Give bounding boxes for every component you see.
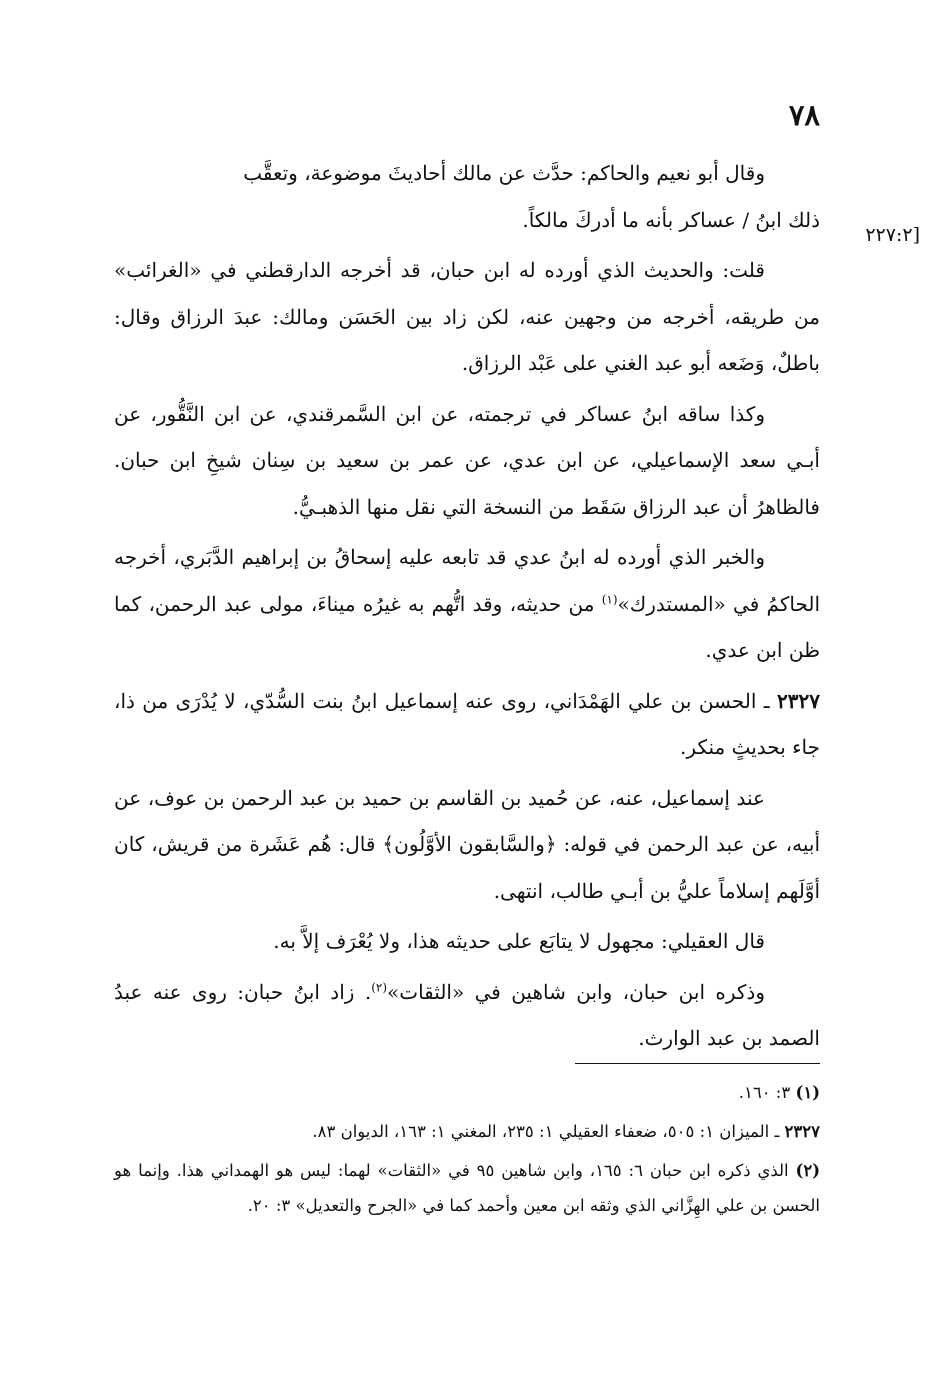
- entry-number: ٢٣٢٧: [777, 688, 820, 713]
- paragraph-8-text-b: . زاد ابنُ حبان: روى عنه عبدُ الصمد بن عبد الوارث.: [114, 979, 820, 1050]
- footnote-1-number: (١): [795, 1083, 820, 1102]
- paragraph-4: [114, 534, 820, 674]
- paragraph-2: قلت: والحديث الذي أورده له ابن حبان، قد أخرجه الدارقطني في «الغرائب» من طريقه، أخرجه من وجهين عنه، لكن زاد بين الحَسَن ومالك: عبدَ الرزاق وقال: باطلٌ، وَضَعه أبو عبد الغني على عَبْد الرزاق.: [114, 258, 820, 375]
- footnote-entry-sources: [114, 1114, 820, 1149]
- main-text: [114, 150, 820, 1062]
- page-number: ٧٨: [788, 98, 820, 132]
- footnote-2-text: الذي ذكره ابن حبان ٦: ١٦٥، وابن شاهين ٩٥ في «الثقات» لهما: ليس هو الهمداني هذا. وإنما هو الحسن بن علي الهِزَّاني الذي وثقه ابن معين وأحمد كما في «الجرح والتعديل» ٣: ٢٠.: [114, 1161, 820, 1215]
- paragraph-3: وكذا ساقه ابنُ عساكر في ترجمته، عن ابن السَّمرقندي، عن ابن النَّقُّور، عن أبـي سعد الإسماعيلي، عن ابن عدي، عن عمر بن سعيد بن سِنان شيخِ ابن حبان. فالظاهرُ أن عبد الرزاق سَقَط من النسخة التي نقل منها الذهبـيُّ.: [114, 401, 820, 519]
- paragraph-6: عند إسماعيل، عنه، عن حُميد بن القاسم بن حميد بن عبد الرحمن بن عوف، عن أبيه، عن عبد الرحمن في قوله: ﴿والسَّابقون الأوَّلُون﴾ قال: هُم عَشَرة من قريش، كان أوَّلَهم إسلاماً عليُّ بن أبـي طالب، انتهى.: [114, 785, 820, 903]
- paragraph-8: [114, 969, 820, 1062]
- footnote-entry-number: ٢٣٢٧: [784, 1122, 820, 1141]
- footnote-1-text: ٣: ١٦٠.: [738, 1083, 796, 1102]
- paragraph-4-text-a: والخبر الذي أورده له ابنُ عدي قد تابعه عليه إسحاقُ بن إبراهيم الدَّبَري، أخرجه الحاكمُ في «المستدرك»: [114, 545, 821, 616]
- footnote-entry-text: ـ الميزان ١: ٥٠٥، ضعفاء العقيلي ١: ٢٣٥، المغني ١: ١٦٣، الديوان ٨٣.: [312, 1122, 785, 1141]
- paragraph-1-line-2: ذلك ابنُ / عساكر بأنه ما أدركَ مالكاً.: [522, 207, 820, 232]
- footnote-2: [114, 1153, 820, 1223]
- entry-2327: [114, 678, 820, 771]
- entry-text: ـ الحسن بن علي الهَمْدَاني، روى عنه إسماعيل ابنُ بنت السُّدّي، لا يُدْرَى من ذا، جاء بحديثٍ منكر.: [114, 688, 820, 759]
- marginal-page-reference: [٢٢٧:٢: [865, 224, 920, 246]
- footnote-reference-1: (١): [601, 591, 618, 606]
- footnote-separator: [575, 1063, 820, 1064]
- paragraph-8-text-a: وذكره ابن حبان، وابن شاهين في «الثقات»: [387, 979, 765, 1004]
- footnotes: [114, 1075, 820, 1227]
- footnote-reference-2: (٢): [371, 979, 388, 994]
- paragraph-1-line-1: وقال أبو نعيم والحاكم: حدَّث عن مالك أحاديثَ موضوعة، وتعقَّب: [243, 161, 765, 185]
- paragraph-4-text-b: من حديثه، وقد اتُّهم به غيرُه ميناءَ، مولى عبد الرحمن، كما ظن ابن عدي.: [114, 591, 820, 662]
- footnote-1: [114, 1075, 820, 1110]
- paragraph-7: قال العقيلي: مجهول لا يتابَع على حديثه هذا، ولا يُعْرَف إلاَّ به.: [273, 929, 765, 953]
- footnote-2-number: (٢): [795, 1161, 820, 1180]
